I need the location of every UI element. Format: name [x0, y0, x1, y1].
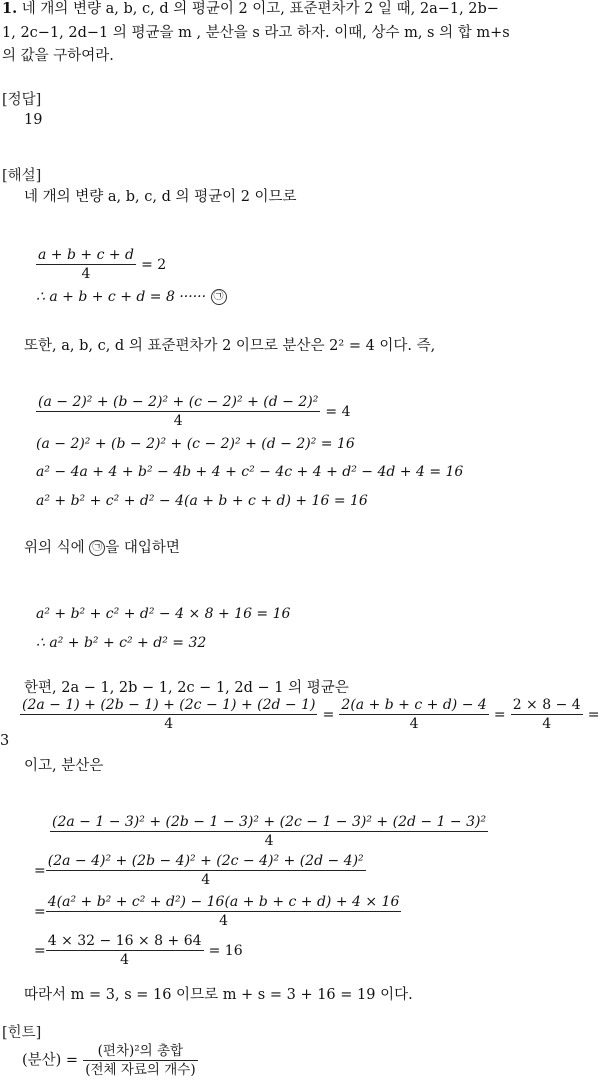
equation-7: a² + b² + c² + d² − 4 × 8 + 16 = 16 [36, 606, 291, 622]
variance-result: = 16 [208, 943, 243, 959]
var-f4-den: 4 [120, 952, 130, 968]
eq1-rhs: = 2 [141, 257, 167, 273]
solution-intro: 네 개의 변량 a, b, c, d 의 평균이 2 이므로 [24, 189, 297, 205]
mean-f3-num: 2 × 8 − 4 [512, 697, 581, 713]
var-f1-num: (2a − 1 − 3)² + (2b − 1 − 3)² + (2c − 1 − 3)² + (2d − 1 − 3)² [52, 814, 487, 830]
equation-5: a² − 4a + 4 + b² − 4b + 4 + c² − 4c + 4 + d² − 4d + 4 = 16 [36, 464, 464, 480]
solution-conclusion: 따라서 m = 3, s = 16 이므로 m + s = 3 + 16 = 19 이다. [24, 987, 413, 1003]
circled-label-icon: ㉠ [89, 540, 105, 556]
mean-f2-den: 4 [409, 716, 419, 732]
problem-text-1: 네 개의 변량 a, b, c, d 의 평균이 2 이고, 표준편차가 2 일 때, 2a−1, 2b− [21, 1, 499, 17]
solution-para-3 [24, 538, 180, 558]
eq3-denominator: 4 [173, 413, 183, 429]
solution-para-2: 또한, a, b, c, d 의 표준편차가 2 이므로 분산은 2² = 4 이다. 즉, [24, 338, 436, 354]
eq-sign: = [34, 943, 46, 959]
eq-sign: = [34, 904, 46, 920]
equation-8: ∴ a² + b² + c² + d² = 32 [36, 635, 207, 651]
eq3-rhs: = 4 [325, 404, 351, 420]
equation-new-mean [20, 696, 600, 733]
mean-result: 3 [0, 733, 10, 749]
var-f3-num: 4(a² + b² + c² + d²) − 16(a + b + c + d) + 4 × 16 [47, 894, 400, 910]
problem-number: 1. [2, 0, 18, 17]
var-f2-den: 4 [201, 872, 211, 888]
eq1-denominator: 4 [81, 266, 91, 282]
mean-f1-den: 4 [164, 716, 174, 732]
equation-4: (a − 2)² + (b − 2)² + (c − 2)² + (d − 2)² = 16 [36, 436, 355, 452]
var-f1-den: 4 [264, 833, 274, 849]
var-f2-num: (2a − 4)² + (2b − 4)² + (2c − 4)² + (2d − 4)² [47, 853, 364, 869]
solution-para-5: 이고, 분산은 [24, 758, 104, 774]
circled-label-icon: ㉠ [211, 289, 227, 305]
problem-line-1 [2, 0, 499, 19]
eq2-text: ∴ a + b + c + d = 8 ······ [36, 289, 207, 305]
mean-f1-num: (2a − 1) + (2b − 1) + (2c − 1) + (2d − 1) [22, 697, 316, 713]
answer-value: 19 [24, 112, 43, 128]
var-f3-den: 4 [219, 913, 229, 929]
hint-lhs: (분산) = [22, 1052, 79, 1069]
eq1-numerator: a + b + c + d [38, 247, 135, 263]
mean-f2-num: 2(a + b + c + d) − 4 [341, 697, 487, 713]
eq-sign: = [493, 707, 506, 723]
variance-step-1 [50, 813, 488, 850]
variance-step-3 [34, 893, 401, 930]
equation-mean [36, 246, 166, 283]
eq-sign: = [34, 863, 46, 879]
eq-sign: = [322, 707, 335, 723]
problem-text-2: 1, 2c−1, 2d−1 의 평균을 m , 분산을 s 라고 하자. 이때, 상수 m, s 의 합 m+s [2, 25, 510, 41]
equation-6: a² + b² + c² + d² − 4(a + b + c + d) + 16 = 16 [36, 493, 368, 509]
hint-denominator: (전체 자료의 개수) [85, 1062, 196, 1078]
equation-variance [36, 393, 351, 430]
problem-text-3: 의 값을 구하여라. [2, 48, 114, 64]
hint-numerator: (편차)²의 총합 [83, 1042, 197, 1061]
hint-heading: [힌트] [2, 1025, 42, 1041]
eq3-numerator: (a − 2)² + (b − 2)² + (c − 2)² + (d − 2)² [38, 394, 319, 410]
var-f4-num: 4 × 32 − 16 × 8 + 64 [47, 933, 202, 949]
para3-pre: 위의 식에 [24, 540, 85, 556]
para3-post: 을 대입하면 [105, 540, 180, 556]
eq-sign: = [587, 707, 600, 723]
variance-step-2 [34, 852, 366, 889]
variance-step-4 [34, 932, 243, 969]
mean-f3-den: 4 [542, 716, 552, 732]
equation-sum [36, 289, 227, 305]
solution-heading: [해설] [2, 168, 42, 184]
solution-para-4: 한편, 2a − 1, 2b − 1, 2c − 1, 2d − 1 의 평균은 [24, 680, 349, 696]
answer-heading: [정답] [2, 92, 42, 108]
hint-formula [22, 1042, 198, 1079]
